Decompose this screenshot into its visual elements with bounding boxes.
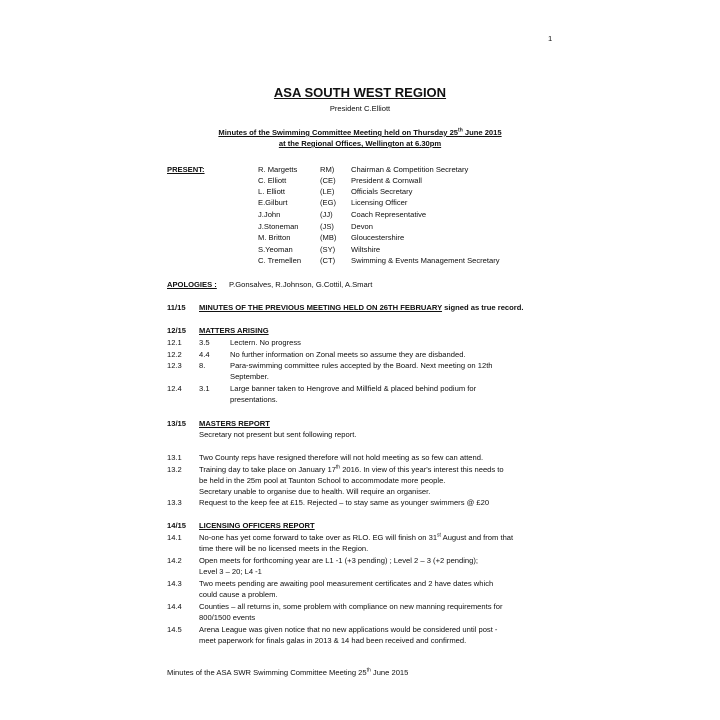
member-name: C. Elliott [258, 176, 287, 185]
minutes-heading-line1: Minutes of the Swimming Committee Meeting held on Thursday 25th June 2015 [218, 127, 502, 137]
item-text: Request to the keep fee at £15. Rejected – to stay same as younger swimmers @ £20 [199, 498, 490, 507]
member-initials: RM) [320, 165, 335, 174]
member-initials: (MB) [320, 233, 337, 242]
item-number: 12.2 [167, 350, 182, 359]
item-number: 13.2 [167, 465, 182, 474]
member-role: Chairman & Competition Secretary [351, 165, 469, 174]
member-name: C. Tremellen [258, 256, 302, 265]
item-ref: 3.1 [199, 384, 210, 393]
member-role: Gloucestershire [351, 233, 405, 242]
item-text: Counties – all returns in, some problem with compliance on new manning requirements for [199, 602, 503, 611]
item-number: 12.3 [167, 361, 182, 370]
member-role: Wiltshire [351, 245, 381, 254]
member-initials: (JJ) [320, 210, 333, 219]
item-text: Large banner taken to Hengrove and Millfield & placed behind podium for [230, 384, 477, 393]
item-text: Secretary unable to organise due to health. Will require an organiser. [199, 487, 431, 496]
item-number: 14.1 [167, 533, 182, 542]
minutes-heading-line2: at the Regional Offices, Wellington at 6.30pm [278, 139, 442, 148]
member-initials: (SY) [320, 245, 336, 254]
member-role: Coach Representative [351, 210, 427, 219]
member-name: M. Britton [258, 233, 291, 242]
section-intro: Secretary not present but sent following report. [199, 430, 357, 439]
item-number: 13.3 [167, 498, 182, 507]
member-initials: (LE) [320, 187, 335, 196]
member-name: J.John [258, 210, 281, 219]
item-number: 12.4 [167, 384, 182, 393]
member-initials: (EG) [320, 198, 337, 207]
item-text: September. [230, 372, 269, 381]
item-text: time there will be no licensed meets in the Region. [199, 544, 369, 553]
item-number: 12.1 [167, 338, 182, 347]
item-number: 13.1 [167, 453, 182, 462]
item-text: Two County reps have resigned therefore will not hold meeting as so few can attend. [199, 453, 484, 462]
present-label: PRESENT: [167, 165, 205, 174]
member-role: Swimming & Events Management Secretary [351, 256, 500, 265]
item-ref: 3.5 [199, 338, 210, 347]
item-text: No further information on Zonal meets so assume they are disbanded. [230, 350, 466, 359]
item-number: 14.2 [167, 556, 182, 565]
member-name: E.Gilburt [258, 198, 288, 207]
item-text: Lectern. No progress [230, 338, 301, 347]
item-text: be held in the 25m pool at Taunton School to accommodate more people. [199, 476, 446, 485]
item-text: Open meets for forthcoming year are L1 -1 (+3 pending) ; Level 2 – 3 (+2 pending); [199, 556, 479, 565]
item-text: could cause a problem. [199, 590, 278, 599]
item-ref: 4.4 [199, 350, 210, 359]
page-footer: Minutes of the ASA SWR Swimming Committee Meeting 25th June 2015 [167, 667, 409, 677]
member-role: Devon [351, 222, 373, 231]
member-initials: (CT) [320, 256, 336, 265]
member-role: Officials Secretary [351, 187, 413, 196]
item-text: No-one has yet come forward to take over as RLO. EG will finish on 31st August and from that [199, 532, 514, 542]
section-heading: MASTERS REPORT [199, 419, 270, 428]
item-text: Arena League was given notice that no new applications would be considered until post - [199, 625, 498, 634]
member-role: President & Cornwall [351, 176, 422, 185]
section-heading: MINUTES OF THE PREVIOUS MEETING HELD ON 26TH FEBRUARY signed as true record. [199, 303, 524, 312]
item-text: meet paperwork for finals galas in 2013 & 14 had been received and confirmed. [199, 636, 467, 645]
section-number: 12/15 [167, 326, 187, 335]
item-text: Training day to take place on January 17th 2016. In view of this year's interest this needs to [199, 464, 504, 474]
section-number: 14/15 [167, 521, 187, 530]
item-ref: 8. [199, 361, 206, 370]
document-title: ASA SOUTH WEST REGION [273, 85, 447, 100]
item-number: 14.3 [167, 579, 182, 588]
item-number: 14.5 [167, 625, 182, 634]
member-role: Licensing Officer [351, 198, 408, 207]
item-text: Level 3 – 20; L4 -1 [199, 567, 262, 576]
item-number: 14.4 [167, 602, 182, 611]
apologies-text: P.Gonsalves, R.Johnson, G.Cottil, A.Smart [229, 280, 373, 289]
apologies-label: APOLOGIES : [167, 280, 217, 289]
item-text: 800/1500 events [199, 613, 256, 622]
item-text: Para-swimming committee rules accepted by the Board. Next meeting on 12th [230, 361, 493, 370]
member-name: L. Elliott [258, 187, 286, 196]
section-number: 13/15 [167, 419, 187, 428]
member-name: S.Yeoman [258, 245, 293, 254]
section-heading: MATTERS ARISING [199, 326, 269, 335]
member-initials: (JS) [320, 222, 334, 231]
section-heading: LICENSING OFFICERS REPORT [199, 521, 315, 530]
page-number: 1 [548, 34, 553, 43]
item-text: presentations. [230, 395, 278, 404]
president-line: President C.Elliott [329, 104, 391, 113]
item-text: Two meets pending are awaiting pool measurement certificates and 2 have dates which [199, 579, 494, 588]
section-number: 11/15 [167, 303, 186, 312]
member-initials: (CE) [320, 176, 336, 185]
member-name: R. Margetts [258, 165, 298, 174]
member-name: J.Stoneman [258, 222, 299, 231]
